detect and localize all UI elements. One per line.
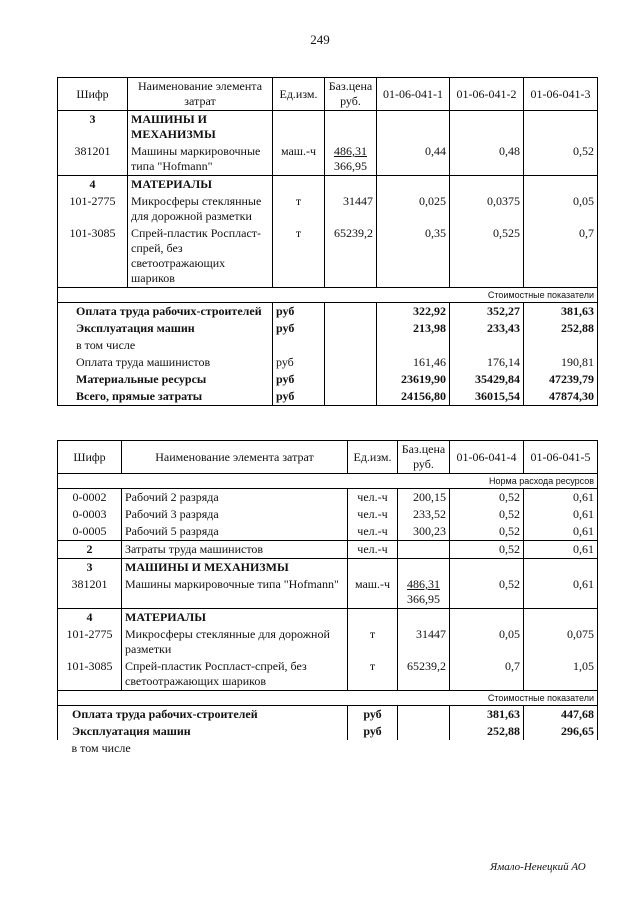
row-name: Рабочий 3 разряда [122, 506, 348, 523]
row-value-1: 0,7 [450, 658, 524, 691]
cost-value-3: 252,88 [524, 320, 598, 337]
cost-name: Материальные ресурсы [58, 371, 273, 388]
header-name: Наименование элемента затрат [128, 78, 273, 111]
cost-value-3: 47239,79 [524, 371, 598, 388]
cost-caption-row [58, 288, 598, 303]
cost-row [58, 740, 598, 757]
cost-unit: руб [273, 371, 325, 388]
cost-value-2: 296,65 [524, 723, 598, 740]
header-unit: Ед.изм. [273, 78, 325, 111]
row-value-2: 1,05 [524, 658, 598, 691]
table-header [58, 441, 598, 474]
table-row [58, 541, 598, 559]
cost-value-1: 322,92 [377, 303, 450, 321]
row-unit: т [273, 225, 325, 288]
cost-value-1: 213,98 [377, 320, 450, 337]
table-row [58, 523, 598, 541]
row-value-1: 0,52 [450, 523, 524, 541]
row-value-2: 0,61 [524, 506, 598, 523]
cost-caption: Стоимостные показатели [58, 288, 598, 303]
row-code: 101-2775 [58, 193, 128, 225]
row-unit: т [348, 626, 398, 658]
row-price: 31447 [325, 193, 377, 225]
row-unit: маш.-ч [273, 143, 325, 176]
cost-name: Всего, прямые затраты [58, 388, 273, 406]
cost-row [58, 371, 598, 388]
section-code: 3 [58, 111, 128, 144]
row-value-1: 0,44 [377, 143, 450, 176]
row-price: 486,31 366,95 [398, 576, 450, 609]
cost-caption: Стоимостные показатели [58, 691, 598, 706]
section-title: МАТЕРИАЛЫ [128, 176, 273, 194]
cost-name: в том числе [71, 741, 131, 755]
header-col-5: 01-06-041-5 [524, 441, 598, 474]
section-row [58, 176, 598, 194]
cost-value-2: 36015,54 [450, 388, 524, 406]
row-value-2: 0,61 [524, 489, 598, 507]
row-name: Рабочий 5 разряда [122, 523, 348, 541]
row-price: 233,52 [398, 506, 450, 523]
row-price: 300,23 [398, 523, 450, 541]
cost-unit: руб [273, 303, 325, 321]
row-value-1: 0,05 [450, 626, 524, 658]
table-row [58, 193, 598, 225]
row-code: 0-0002 [58, 489, 122, 507]
row-price: 65239,2 [398, 658, 450, 691]
header-price: Баз.цена руб. [398, 441, 450, 474]
row-value-1: 0,35 [377, 225, 450, 288]
row-code: 2 [58, 541, 122, 559]
row-name: Рабочий 2 разряда [122, 489, 348, 507]
cost-value-2: 233,43 [450, 320, 524, 337]
cost-row [58, 337, 598, 354]
cost-unit: руб [348, 723, 398, 740]
cost-value-1: 252,88 [450, 723, 524, 740]
resource-table-1 [57, 77, 598, 406]
row-value-3: 0,05 [524, 193, 598, 225]
cost-name: Оплата труда рабочих-строителей [58, 706, 348, 724]
row-code: 101-2775 [58, 626, 122, 658]
row-name: Микросферы стеклянные для дорожной разметки [128, 193, 273, 225]
cost-name: Оплата труда рабочих-строителей [58, 303, 273, 321]
cost-value-3: 190,81 [524, 354, 598, 371]
row-price: 65239,2 [325, 225, 377, 288]
header-code: Шифр [58, 441, 122, 474]
row-value-2: 0,61 [524, 576, 598, 609]
cost-value-2: 447,68 [524, 706, 598, 724]
header-unit: Ед.изм. [348, 441, 398, 474]
row-code: 101-3085 [58, 658, 122, 691]
row-value-1: 0,52 [450, 489, 524, 507]
norm-caption: Норма расхода ресурсов [58, 474, 598, 489]
row-value-1: 0,52 [450, 541, 524, 559]
row-name: Спрей-пластик Роспласт-спрей, без светоотражающих шариков [122, 658, 348, 691]
row-name: Затраты труда машинистов [122, 541, 348, 559]
table-row [58, 489, 598, 507]
section-row [58, 609, 598, 627]
cost-name: Эксплуатация машин [58, 320, 273, 337]
resource-table-2 [57, 440, 598, 757]
row-name: Спрей-пластик Роспласт-спрей, без светоотражающих шариков [128, 225, 273, 288]
cost-name: Оплата труда машинистов [58, 354, 273, 371]
header-price: Баз.цена руб. [325, 78, 377, 111]
section-title: МАШИНЫ И МЕХАНИЗМЫ [128, 111, 273, 144]
header-col-4: 01-06-041-4 [450, 441, 524, 474]
row-value-2: 0,61 [524, 523, 598, 541]
row-value-2: 0,525 [450, 225, 524, 288]
cost-value-2: 35429,84 [450, 371, 524, 388]
row-value-2: 0,61 [524, 541, 598, 559]
cost-name: Эксплуатация машин [58, 723, 348, 740]
row-unit: чел.-ч [348, 489, 398, 507]
row-code: 0-0005 [58, 523, 122, 541]
row-value-2: 0,0375 [450, 193, 524, 225]
header-code: Шифр [58, 78, 128, 111]
table-row [58, 576, 598, 609]
section-title: МАТЕРИАЛЫ [122, 609, 348, 627]
cost-row [58, 303, 598, 321]
row-price: 31447 [398, 626, 450, 658]
row-value-3: 0,52 [524, 143, 598, 176]
norm-caption-row [58, 474, 598, 489]
cost-row [58, 706, 598, 724]
cost-value-2: 352,27 [450, 303, 524, 321]
cost-row [58, 320, 598, 337]
cost-value-3: 381,63 [524, 303, 598, 321]
cost-unit: руб [273, 320, 325, 337]
page-number: 249 [310, 32, 330, 47]
table-row [58, 143, 598, 176]
row-code: 0-0003 [58, 506, 122, 523]
cost-row [58, 354, 598, 371]
row-value-2: 0,48 [450, 143, 524, 176]
row-code: 381201 [58, 143, 128, 176]
table-row [58, 225, 598, 288]
cost-caption-row [58, 691, 598, 706]
cost-value-1: 24156,80 [377, 388, 450, 406]
row-name: Машины маркировочные типа "Hofmann" [128, 143, 273, 176]
row-value-2: 0,075 [524, 626, 598, 658]
cost-row [58, 723, 598, 740]
table-row [58, 506, 598, 523]
row-name: Машины маркировочные типа "Hofmann" [122, 576, 348, 609]
cost-row [58, 388, 598, 406]
table-row [58, 626, 598, 658]
section-title: МАШИНЫ И МЕХАНИЗМЫ [122, 559, 348, 577]
row-value-3: 0,7 [524, 225, 598, 288]
footer-region: Ямало-Ненецкий АО [490, 861, 586, 873]
row-unit: чел.-ч [348, 541, 398, 559]
section-code: 4 [58, 609, 122, 627]
row-value-1: 0,52 [450, 576, 524, 609]
cost-unit: руб [273, 388, 325, 406]
section-row [58, 111, 598, 144]
cost-value-1: 23619,90 [377, 371, 450, 388]
cost-unit: руб [273, 354, 325, 371]
header-col-3: 01-06-041-3 [524, 78, 598, 111]
row-unit: маш.-ч [348, 576, 398, 609]
cost-unit: руб [348, 706, 398, 724]
cost-value-2: 176,14 [450, 354, 524, 371]
cost-value-1: 381,63 [450, 706, 524, 724]
row-unit: чел.-ч [348, 523, 398, 541]
table-header [58, 78, 598, 111]
row-unit: т [273, 193, 325, 225]
section-code: 4 [58, 176, 128, 194]
row-code: 381201 [58, 576, 122, 609]
row-name: Микросферы стеклянные для дорожной разметки [122, 626, 348, 658]
header-col-2: 01-06-041-2 [450, 78, 524, 111]
section-code: 3 [58, 559, 122, 577]
section-row [58, 559, 598, 577]
row-price: 486,31 366,95 [325, 143, 377, 176]
table-row [58, 658, 598, 691]
row-value-1: 0,025 [377, 193, 450, 225]
cost-value-3: 47874,30 [524, 388, 598, 406]
row-price [398, 541, 450, 559]
cost-name: в том числе [58, 337, 273, 354]
cost-value-1: 161,46 [377, 354, 450, 371]
row-unit: чел.-ч [348, 506, 398, 523]
header-col-1: 01-06-041-1 [377, 78, 450, 111]
row-unit: т [348, 658, 398, 691]
row-price: 200,15 [398, 489, 450, 507]
row-value-1: 0,52 [450, 506, 524, 523]
header-name: Наименование элемента затрат [122, 441, 348, 474]
row-code: 101-3085 [58, 225, 128, 288]
